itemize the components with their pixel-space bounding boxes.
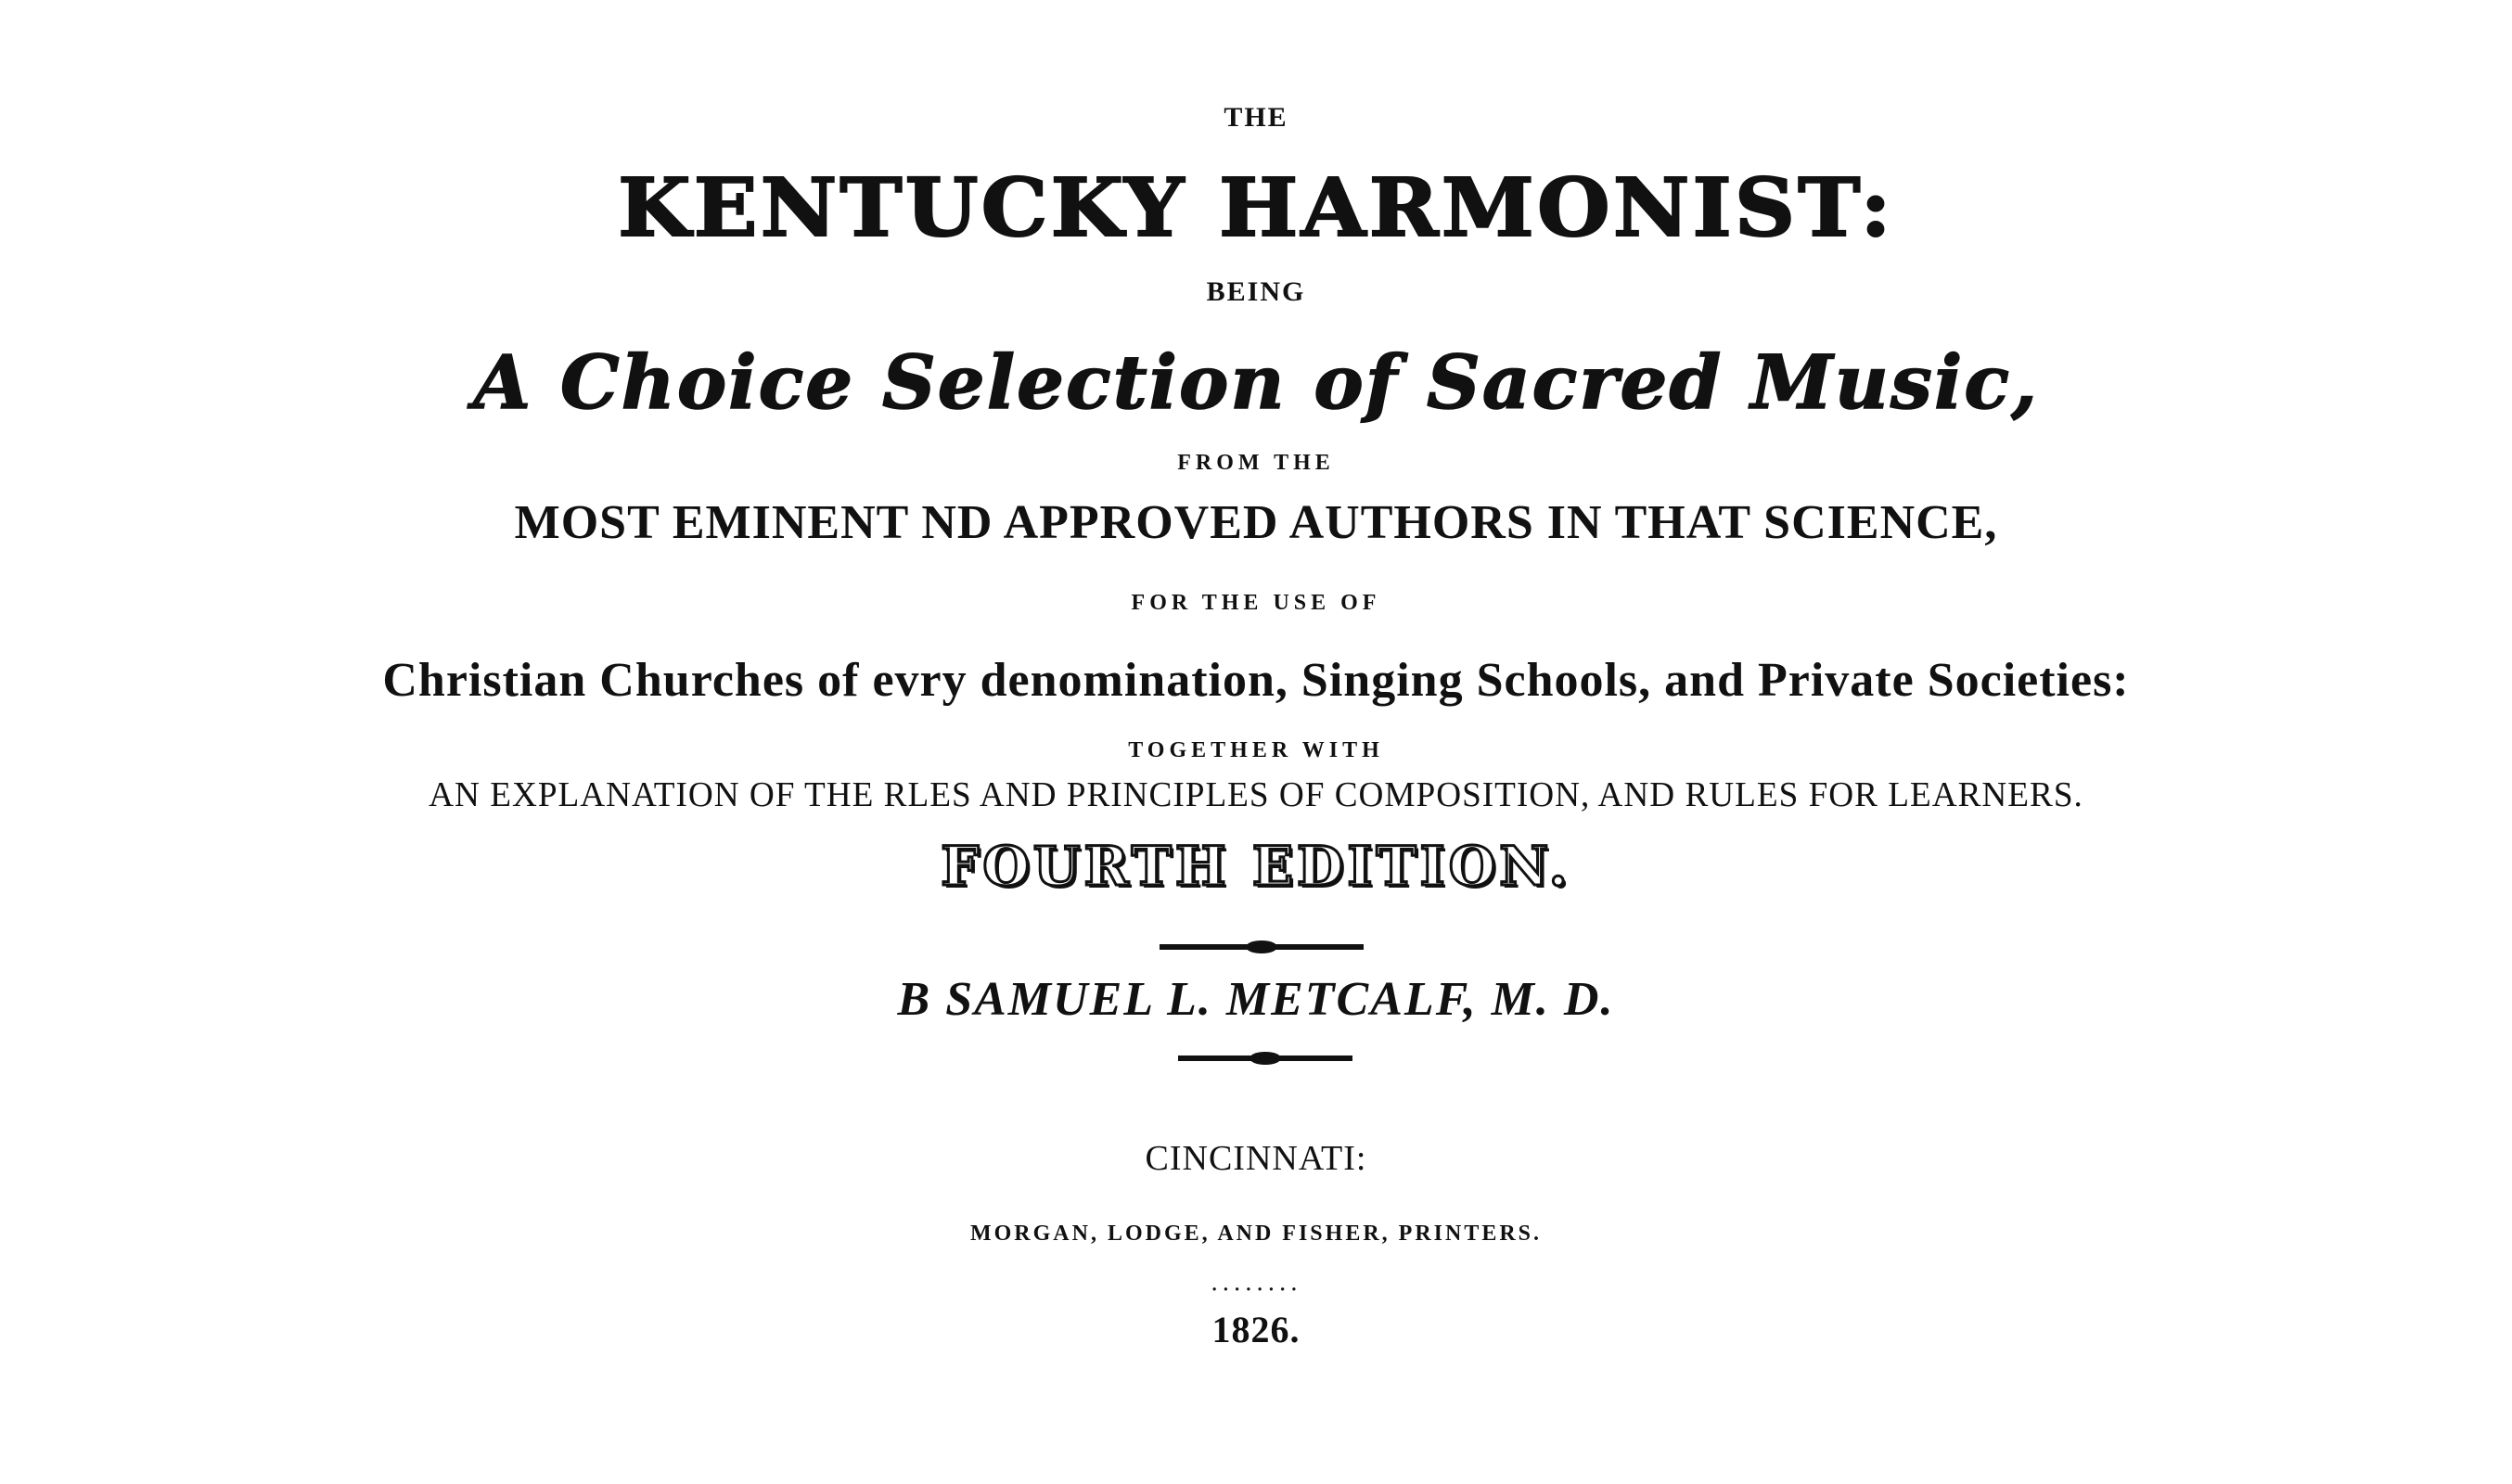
book-title: KENTUCKY HARMONIST: xyxy=(618,161,1894,255)
ornamental-rule-top xyxy=(1160,944,1364,950)
heading-for-the-use-of: FOR THE USE OF xyxy=(1131,591,1381,615)
heading-being: BEING xyxy=(1206,276,1306,307)
heading-together-with: TOGETHER WITH xyxy=(1128,738,1384,762)
explanation-line: AN EXPLANATION OF THE RLES AND PRINCIPLES OF COMPOSITION, AND RULES FOR LEARNERS. xyxy=(429,775,2083,814)
book-subtitle: A Choice Selection of Sacred Music, xyxy=(473,339,2039,426)
dot-divider: ........ xyxy=(1210,1269,1302,1297)
heading-from-the: FROM THE xyxy=(1177,451,1335,475)
edition-line: FOURTH EDITION. xyxy=(941,835,1571,898)
printers-line: MORGAN, LODGE, AND FISHER, PRINTERS. xyxy=(969,1222,1543,1246)
year-line: 1826. xyxy=(1211,1309,1301,1350)
heading-the: THE xyxy=(1224,102,1288,133)
authors-line: MOST EMINENT ND APPROVED AUTHORS IN THAT SCIENCE, xyxy=(514,496,1998,549)
audience-line: Christian Churches of evry denomination, Singing Schools, and Private Societies: xyxy=(382,654,2130,707)
city-line: CINCINNATI: xyxy=(1145,1139,1367,1178)
author-line: B SAMUEL L. METCALF, M. D. xyxy=(897,973,1615,1026)
ornamental-rule-bottom xyxy=(1178,1055,1352,1061)
